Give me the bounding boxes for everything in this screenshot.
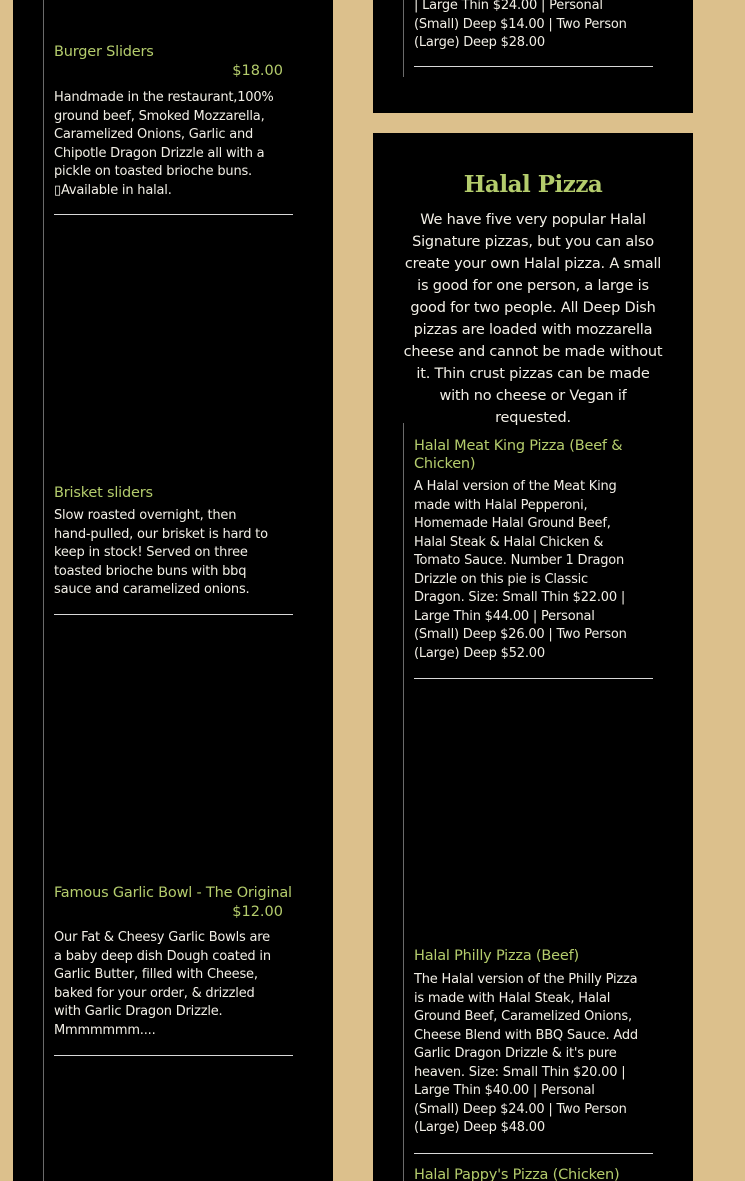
menu-item-price: $18.00 xyxy=(232,63,283,79)
menu-item-description: Our Fat & Cheesy Garlic Bowls are a baby deep dish Dough coated in Garlic Butter, filled with Cheese, baked for your order, & drizzled with Garlic Dragon Drizzle. Mmmmmmm.... xyxy=(54,930,271,1038)
item-divider xyxy=(54,214,293,215)
halal-panel-rule xyxy=(403,423,404,1181)
right-top-menu-panel xyxy=(373,0,693,113)
section-title: Halal Pizza xyxy=(463,171,603,198)
section-description: We have five very popular Halal Signature pizzas, but you can also create your own Halal pizza. A small is good for one person, a large is good for two people. All Deep Dish pizzas are loaded with mozzarella cheese and cannot be made without it. Thin crust pizzas can be made with no cheese or Vegan if requested. xyxy=(403,212,663,426)
menu-item-name[interactable]: Halal Philly Pizza (Beef) xyxy=(414,948,579,964)
menu-item-description: Handmade in the restaurant,100% ground beef, Smoked Mozzarella, Caramelized Onions, Garlic and Chipotle Dragon Drizzle all with a pickle on toasted brioche buns. ▯Available in halal. xyxy=(54,90,274,198)
menu-item-price: $12.00 xyxy=(232,904,283,920)
menu-item-name[interactable]: Burger Sliders xyxy=(54,44,154,60)
menu-item-description: | Large Thin $24.00 | Personal (Small) Deep $14.00 | Two Person (Large) Deep $28.00 xyxy=(414,0,627,50)
item-divider xyxy=(414,1153,653,1154)
menu-item-description: The Halal version of the Philly Pizza is made with Halal Steak, Halal Ground Beef, Caramelized Onions, Cheese Blend with BBQ Sauce. Add Garlic Dragon Drizzle & it's pure heaven. Size: Small Thin $20.00 | Large Thin $40.00 | Personal (Small) Deep $24.00 | Two Person (Large) Deep $48.00 xyxy=(414,972,638,1135)
item-divider xyxy=(414,66,653,67)
item-divider xyxy=(414,678,653,679)
item-divider xyxy=(54,1055,293,1056)
left-menu-panel xyxy=(13,0,333,1181)
menu-item-name[interactable]: Halal Meat King Pizza (Beef & Chicken) xyxy=(414,438,623,472)
menu-item-name[interactable]: Brisket sliders xyxy=(54,485,153,501)
item-divider xyxy=(54,614,293,615)
left-panel-rule xyxy=(43,0,44,1181)
halal-pizza-panel xyxy=(373,133,693,1181)
right-top-panel-rule xyxy=(403,0,404,77)
menu-item-description: Slow roasted overnight, then hand-pulled, our brisket is hard to keep in stock! Served on three toasted brioche buns with bbq sauce and caramelized onions. xyxy=(54,508,268,597)
menu-item-name[interactable]: Famous Garlic Bowl - The Original xyxy=(54,885,292,901)
menu-item-name[interactable]: Halal Pappy's Pizza (Chicken) xyxy=(414,1167,620,1181)
menu-item-description: A Halal version of the Meat King made with Halal Pepperoni, Homemade Halal Ground Beef, Halal Steak & Halal Chicken & Tomato Sauce. Number 1 Dragon Drizzle on this pie is Classic Dragon. Size: Small Thin $22.00 | Large Thin $44.00 | Personal (Small) Deep $26.00 | Two Person (Large) Deep $52.00 xyxy=(414,479,627,661)
